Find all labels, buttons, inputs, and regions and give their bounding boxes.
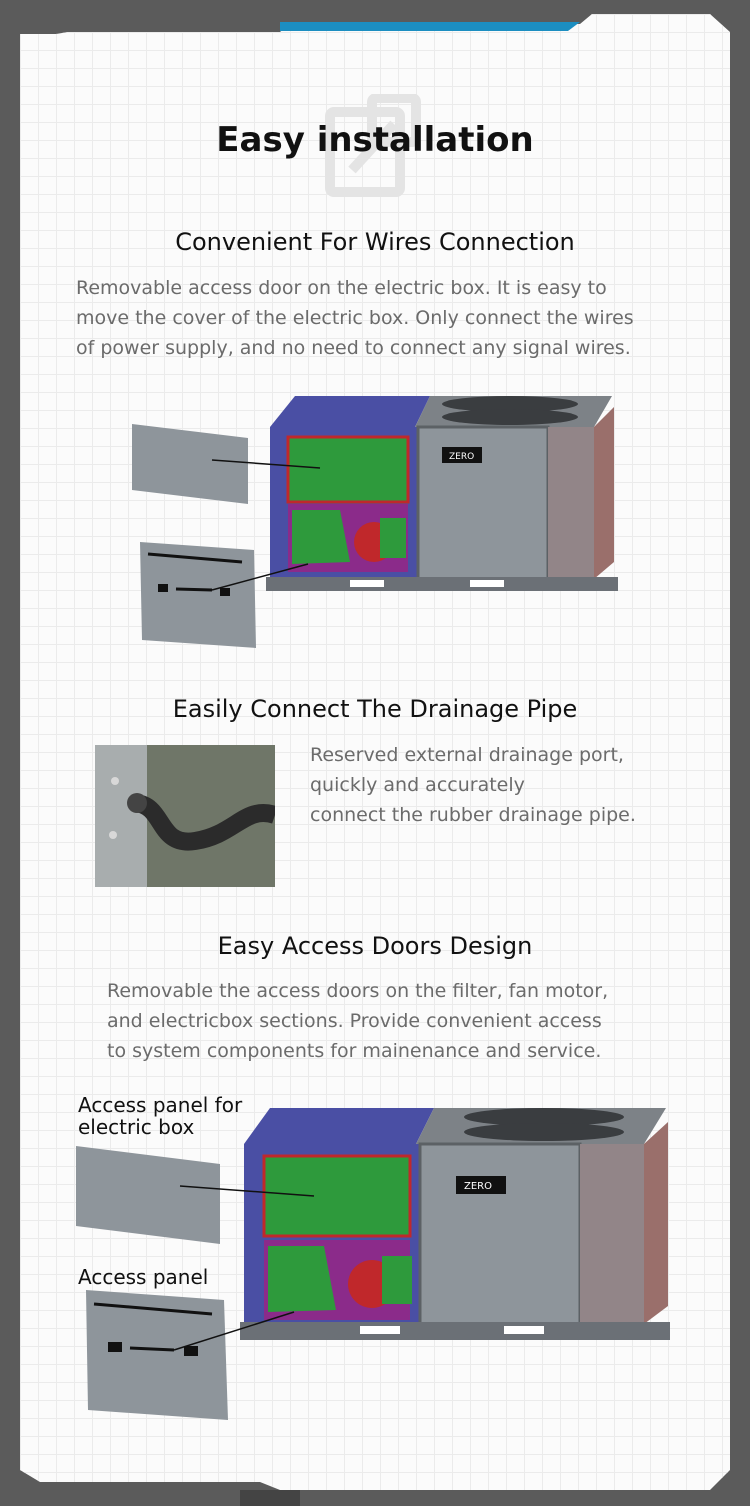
label-electric-box-panel: Access panel for electric box — [78, 1093, 243, 1139]
section-body-doors: Removable the access doors on the filter, fan motor, and electricbox sections. Provide convenient access to system components for mainenance and service. — [107, 980, 609, 1062]
drainage-pipe-photo — [95, 745, 275, 887]
section-heading-doors: Easy Access Doors Design — [217, 932, 533, 960]
section-heading-wires: Convenient For Wires Connection — [175, 228, 575, 256]
page-title — [214, 120, 535, 160]
brand-badge-1: ZERO — [449, 452, 475, 462]
label-access-panel: Access panel — [78, 1265, 209, 1289]
bottom-notch — [240, 1490, 300, 1506]
rooftop-unit-figure-2 — [74, 1104, 674, 1420]
rooftop-unit-figure-1 — [130, 392, 620, 652]
section-heading-drainage: Easily Connect The Drainage Pipe — [172, 695, 578, 723]
title-block — [0, 120, 750, 160]
top-accent-bar — [280, 22, 580, 31]
brand-badge-2: ZERO — [464, 1181, 492, 1192]
section-body-drainage: Reserved external drainage port, quickly and accurately connect the rubber drainage pipe. — [310, 744, 636, 826]
section-body-wires: Removable access door on the electric box. It is easy to move the cover of the electric box. Only connect the wires of power supply, and no need to connect any signal wires. — [76, 277, 634, 359]
page-title-text: Easy installation — [216, 120, 534, 160]
